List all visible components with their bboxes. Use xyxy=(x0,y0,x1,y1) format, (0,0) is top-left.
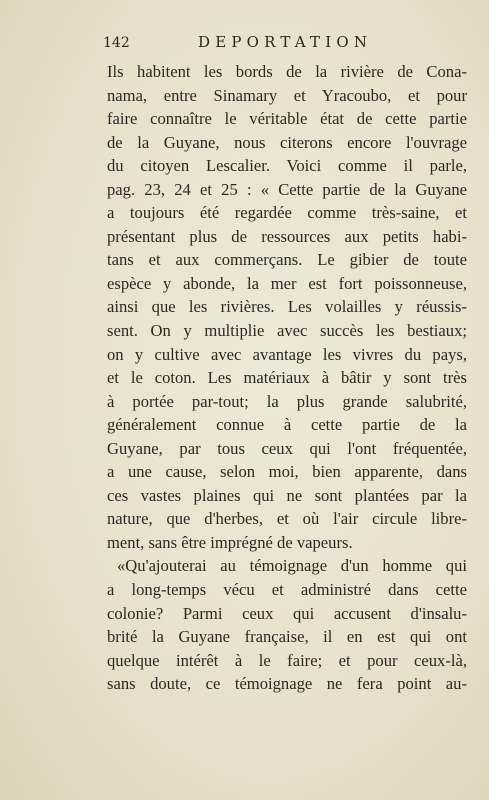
text-line: de la Guyane, nous citerons encore l'ouvrage xyxy=(107,132,467,152)
page-header xyxy=(103,32,463,54)
text-line: nature, que d'herbes, et où l'air circule libre- xyxy=(107,509,467,529)
text-line: du citoyen Lescalier. Voici comme il parle, xyxy=(107,156,467,176)
text-line: à portée par-tout; la plus grande salubrité, xyxy=(107,391,467,411)
text-line: sent. On y multiplie avec succès les bestiaux; xyxy=(107,321,467,341)
text-line: colonie? Parmi ceux qui accusent d'insalu- xyxy=(107,603,467,623)
text-line: a toujours été regardée comme très-saine, et xyxy=(107,203,467,223)
page-number: 142 xyxy=(103,35,130,51)
text-line: espèce y abonde, la mer est fort poissonneuse, xyxy=(107,273,467,293)
paragraph-end-line: ment, sans être imprégné de vapeurs. xyxy=(107,532,353,552)
text-line: pag. 23, 24 et 25 : « Cette partie de la Guyane xyxy=(107,179,467,199)
text-line: tans et aux commerçans. Le gibier de toute xyxy=(107,250,467,270)
body-text xyxy=(107,60,467,696)
paragraph-start-line: «Qu'ajouterai au témoignage d'un homme qui xyxy=(117,556,467,576)
text-line: ces vastes plaines qui ne sont plantées par la xyxy=(107,485,467,505)
text-line: a une cause, selon moi, bien apparente, dans xyxy=(107,462,467,482)
running-title: DEPORTATION xyxy=(198,33,373,51)
text-line: faire connaître le véritable état de cette partie xyxy=(107,109,467,129)
text-line: a long-temps vécu et administré dans cette xyxy=(107,580,467,600)
text-line: Guyane, par tous ceux qui l'ont fréquentée, xyxy=(107,438,467,458)
text-line: nama, entre Sinamary et Yracoubo, et pour xyxy=(107,85,467,105)
text-line: présentant plus de ressources aux petits habi- xyxy=(107,226,467,246)
text-line: généralement connue à cette partie de la xyxy=(107,415,467,435)
text-line: brité la Guyane française, il en est qui ont xyxy=(107,627,467,647)
text-line: ainsi que les rivières. Les volailles y réussis- xyxy=(107,297,467,317)
text-line: on y cultive avec avantage les vivres du pays, xyxy=(107,344,467,364)
text-line: Ils habitent les bords de la rivière de Cona- xyxy=(107,62,467,81)
text-line: et le coton. Les matériaux à bâtir y sont très xyxy=(107,368,467,388)
text-line: sans doute, ce témoignage ne fera point au- xyxy=(107,674,467,694)
text-line: quelque intérêt à le faire; et pour ceux-là, xyxy=(107,650,467,670)
